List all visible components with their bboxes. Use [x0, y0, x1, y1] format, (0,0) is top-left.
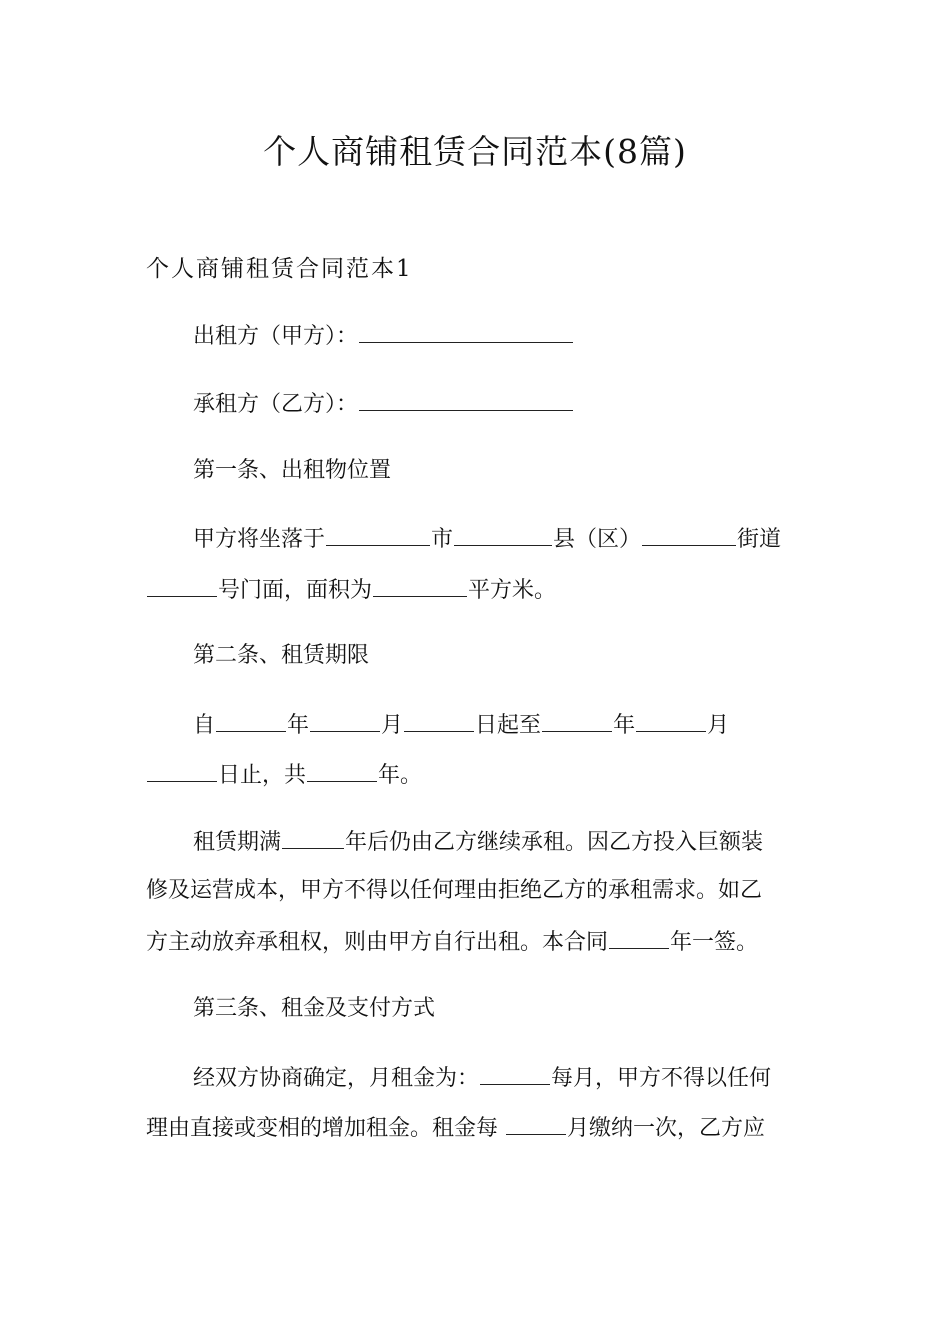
- contract-line: [193, 826, 763, 858]
- line-text: 甲方将坐落于: [193, 527, 326, 552]
- line-text: 平方米。: [468, 578, 557, 603]
- line-text: 租赁期满: [193, 830, 282, 855]
- contract-line: [193, 994, 435, 1024]
- line-text: 月缴纳一次，乙方应: [567, 1116, 766, 1141]
- fill-in-blank: [373, 574, 467, 597]
- line-text: 经双方协商确定，月租金为：: [193, 1066, 480, 1091]
- line-text: 修及运营成本，甲方不得以任何理由拒绝乙方的承租需求。如乙: [146, 878, 763, 903]
- line-text: 第二条、租赁期限: [193, 643, 370, 668]
- contract-line: [193, 523, 781, 555]
- fill-in-blank: [282, 826, 344, 849]
- contract-line: [193, 456, 391, 486]
- line-text: 第一条、出租物位置: [193, 458, 392, 483]
- line-text: 年后仍由乙方继续承租。因乙方投入巨额装: [345, 830, 764, 855]
- line-text: 年: [613, 713, 636, 738]
- line-text: 承租方（乙方）：: [193, 392, 359, 417]
- fill-in-blank: [307, 759, 377, 782]
- fill-in-blank: [454, 523, 552, 546]
- contract-line: [193, 709, 729, 741]
- line-text: 第三条、租金及支付方式: [193, 996, 436, 1021]
- fill-in-blank: [359, 320, 573, 343]
- contract-line: [146, 1112, 765, 1144]
- fill-in-blank: [147, 574, 217, 597]
- contract-line: [193, 388, 574, 420]
- fill-in-blank: [359, 388, 573, 411]
- line-text: 自: [193, 713, 216, 738]
- contract-line: [193, 641, 369, 671]
- fill-in-blank: [542, 709, 612, 732]
- fill-in-blank: [404, 709, 474, 732]
- contract-line: [146, 759, 422, 791]
- fill-in-blank: [642, 523, 736, 546]
- fill-in-blank: [480, 1062, 550, 1085]
- fill-in-blank: [506, 1112, 566, 1135]
- line-text: 理由直接或变相的增加租金。租金每: [146, 1116, 505, 1141]
- line-text: 月: [707, 713, 730, 738]
- document-title: 个人商铺租赁合同范本(8篇): [263, 132, 687, 171]
- line-text: 县（区）: [553, 527, 642, 552]
- line-text: 方主动放弃承租权，则由甲方自行出租。本合同: [146, 930, 609, 955]
- contract-line: [146, 574, 556, 606]
- contract-line: [146, 926, 758, 958]
- line-text: 年一签。: [670, 930, 759, 955]
- line-text: 街道: [737, 527, 782, 552]
- contract-line: [193, 1062, 771, 1094]
- line-text: 每月，甲方不得以任何: [551, 1066, 772, 1091]
- contract-line: [193, 320, 574, 352]
- fill-in-blank: [310, 709, 380, 732]
- fill-in-blank: [609, 926, 669, 949]
- fill-in-blank: [147, 759, 217, 782]
- fill-in-blank: [216, 709, 286, 732]
- line-text: 市: [431, 527, 454, 552]
- fill-in-blank: [636, 709, 706, 732]
- fill-in-blank: [326, 523, 430, 546]
- line-text: 日起至: [475, 713, 542, 738]
- section-title: 个人商铺租赁合同范本1: [146, 256, 413, 282]
- line-text: 日止，共: [218, 763, 307, 788]
- line-text: 年。: [378, 763, 423, 788]
- line-text: 年: [287, 713, 310, 738]
- line-text: 月: [381, 713, 404, 738]
- line-text: 出租方（甲方）：: [193, 324, 359, 349]
- contract-line: [146, 876, 762, 906]
- line-text: 号门面，面积为: [218, 578, 373, 603]
